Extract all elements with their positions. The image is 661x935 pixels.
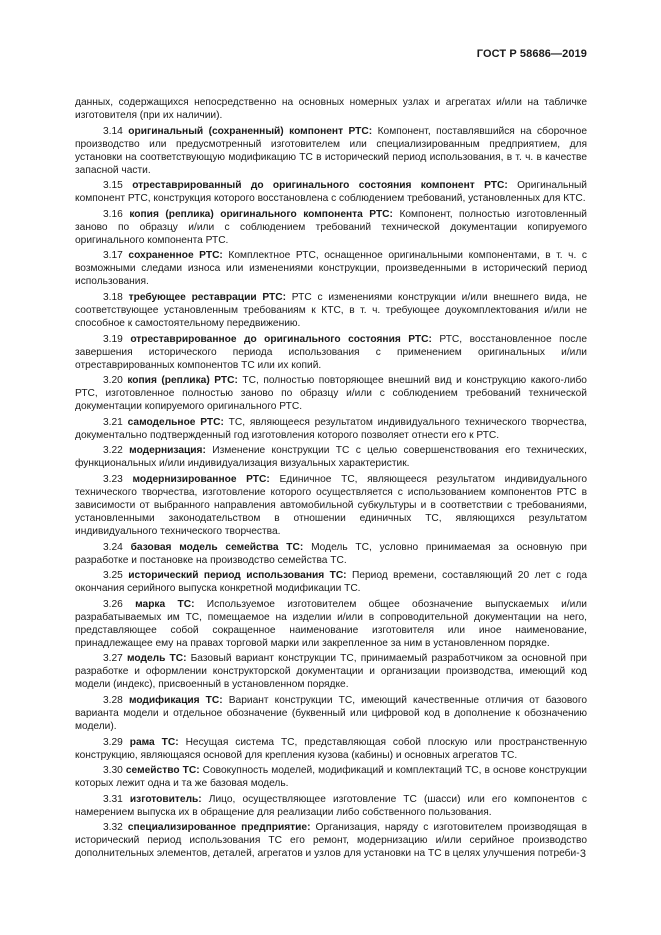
standard-code-header: ГОСТ Р 58686—2019 xyxy=(476,48,587,60)
definition-number: 3.32 xyxy=(103,822,123,834)
definition-term: модель ТС: xyxy=(126,653,187,665)
definition-text: РТС с изменениями конструкции и/или внешнего вида, не соответствующее установленным требованиям к КТС, в т. ч. требующее доукомплектования и/или не способное к самостоятельному передвижению. xyxy=(75,291,587,329)
definition-number: 3.21 xyxy=(103,416,123,428)
definition-term: исторический период использования ТС: xyxy=(128,570,347,582)
definition-paragraph xyxy=(75,208,587,247)
definition-term: семейство ТС: xyxy=(125,765,200,777)
definition-text: Изменение конструкции ТС с целью совершенствования его технических, функциональных и/или индивидуализация визуальных характеристик. xyxy=(75,445,587,470)
definition-paragraph xyxy=(75,291,587,330)
definition-paragraph xyxy=(75,541,587,567)
definition-paragraph xyxy=(75,333,587,372)
definition-paragraph xyxy=(75,598,587,650)
definition-paragraph xyxy=(75,249,587,288)
definition-text: Компонент, полностью изготовленный заново по образцу и/или с соблюдением требований технической документации копируемого оригинального компонента РТС. xyxy=(75,208,587,246)
definition-number: 3.20 xyxy=(103,375,123,387)
definition-paragraph xyxy=(75,179,587,205)
definition-number: 3.22 xyxy=(103,445,123,457)
definition-text: ТС, являющееся результатом индивидуального технического творчества, документально подтвержденный год изготовления которого позволяет отнести его к РТС. xyxy=(75,416,587,441)
definition-number: 3.23 xyxy=(103,473,123,485)
definition-text: Компонент, поставлявшийся на сборочное производство или предусмотренный изготовителем или специализированным предприятием, для установки на соответствующую модификацию ТС в исторический период использования, в т. ч. в качестве запасной части. xyxy=(75,125,587,176)
definition-text: Несущая система ТС, представляющая собой плоскую или пространственную конструкцию, являющаяся основой для крепления кузова (кабины) и основных агрегатов ТС. xyxy=(75,736,588,761)
definition-number: 3.17 xyxy=(103,250,123,262)
definition-term: модификация ТС: xyxy=(128,694,223,706)
definition-paragraph xyxy=(75,444,587,470)
definition-paragraph xyxy=(75,473,587,538)
definition-text: Организация, наряду с изготовителем производящая в исторический период использования ТС его ремонт, модернизацию и/или серийное производство дополнительных элементов, деталей, агрегатов и узлов для установки на ТС в целях улучшения потреби- xyxy=(75,822,587,860)
definition-paragraph xyxy=(75,694,587,733)
definition-text: ТС, полностью повторяющее внешний вид и конструкцию какого-либо РТС, изготовленное полностью заново по образцу и/или с соблюдением требований технической документации копируемого оригинального РТС. xyxy=(75,375,587,413)
definition-term: сохраненное РТС: xyxy=(128,250,223,262)
definition-number: 3.14 xyxy=(103,125,123,137)
definition-number: 3.31 xyxy=(103,793,123,805)
definition-text: Период времени, составляющий 20 лет с года окончания серийного выпуска конкретной модификации ТС. xyxy=(75,570,587,595)
definition-text: Используемое изготовителем общее обозначение выпускаемых и/или разрабатываемых им ТС, помещаемое на изделии и/или в сопроводительной документации на него, представляющее собой сокращенное наименование изготовителя или иное наименование, принадлежащее ему на правах торговой марки или закрепленное за ним в установленном порядке. xyxy=(75,598,587,649)
definition-text: Комплектное РТС, оснащенное оригинальными компонентами, в т. ч. с возможными следами износа или изменениями конструкции, произведенными в исторический период использования. xyxy=(75,250,587,288)
definition-paragraph xyxy=(75,569,587,595)
definition-term: самодельное РТС: xyxy=(127,416,224,428)
definition-text: РТС, восстановленное после завершения исторического периода использования с применением оригинальных и/или отреставрированных компонентов ТС или их копий. xyxy=(75,333,587,371)
definition-number: 3.29 xyxy=(103,736,123,748)
definition-number: 3.30 xyxy=(103,765,123,777)
definition-term: отреставрированный до оригинального состояния компонент РТС: xyxy=(132,180,508,192)
definition-paragraph xyxy=(75,736,587,762)
definition-paragraph xyxy=(75,764,587,790)
definition-paragraph xyxy=(75,793,587,819)
definition-paragraph xyxy=(75,416,587,442)
definition-term: копия (реплика) РТС: xyxy=(127,375,238,387)
definition-text: Оригинальный компонент РТС, конструкция которого восстановлена с соблюдением требований, установленных для КТС. xyxy=(75,180,587,205)
definition-text: Единичное ТС, являющееся результатом индивидуального технического творчества, изготовление которого осуществляется с использованием компонентов РТС в зависимости от выбранного направления автомобильной субкультуры и в соответствии с требованиями, установленными законодательством в отношении единичных ТС, являющихся результатом индивидуального технического творчества. xyxy=(75,473,587,537)
definition-paragraph xyxy=(75,125,587,177)
definition-text: Базовый вариант конструкции ТС, принимаемый разработчиком за основной при разработке и оформлении конструкторской документации и организации производства, имеющий код модели (индекс), присвоенный в установленном порядке. xyxy=(75,653,587,691)
definition-number: 3.19 xyxy=(103,333,123,345)
definition-term: марка ТС: xyxy=(135,598,195,610)
definition-number: 3.25 xyxy=(103,570,123,582)
definition-number: 3.27 xyxy=(103,653,123,665)
page-number: 3 xyxy=(579,848,586,860)
definition-number: 3.28 xyxy=(103,694,123,706)
definition-number: 3.18 xyxy=(103,291,123,303)
definition-term: базовая модель семейства ТС: xyxy=(130,541,304,553)
continuation-paragraph: данных, содержащихся непосредственно на основных номерных узлах и агрегатах и/или на табличке изготовителя (при их наличии). xyxy=(75,97,587,121)
page-content xyxy=(75,96,587,863)
definition-number: 3.24 xyxy=(103,541,123,553)
definition-number: 3.26 xyxy=(103,598,123,610)
definition-term: отреставрированное до оригинального состояния РТС: xyxy=(130,333,432,345)
definition-paragraph xyxy=(75,652,587,691)
definition-term: модернизированное РТС: xyxy=(132,473,270,485)
definitions-list xyxy=(75,125,587,861)
definition-text: Лицо, осуществляющее изготовление ТС (шасси) или его компонентов с намерением выпуска их в обращение для реализации либо собственного пользования. xyxy=(75,793,587,818)
definition-term: копия (реплика) оригинального компонента РТС: xyxy=(129,208,393,220)
definition-text: Совокупность моделей, модификаций и комплектаций ТС, в основе конструкции которых лежит одна и та же базовая модель. xyxy=(75,765,587,790)
definition-term: оригинальный (сохраненный) компонент РТС: xyxy=(128,125,373,137)
definition-term: рама ТС: xyxy=(129,736,179,748)
definition-text: Вариант конструкции ТС, имеющий качественные отличия от базового варианта модели и отдельное обозначение (буквенный или цифровой код в дополнение к обозначению модели). xyxy=(75,694,587,732)
definition-paragraph xyxy=(75,374,587,413)
definition-term: требующее реставрации РТС: xyxy=(128,291,286,303)
definition-term: специализированное предприятие: xyxy=(127,822,311,834)
definition-term: изготовитель: xyxy=(129,793,202,805)
definition-number: 3.15 xyxy=(103,180,123,192)
definition-paragraph xyxy=(75,821,587,860)
definition-term: модернизация: xyxy=(129,445,206,457)
definition-text: Модель ТС, условно принимаемая за основную при разработке и постановке на производство семейства ТС. xyxy=(75,541,587,566)
definition-number: 3.16 xyxy=(103,208,123,220)
